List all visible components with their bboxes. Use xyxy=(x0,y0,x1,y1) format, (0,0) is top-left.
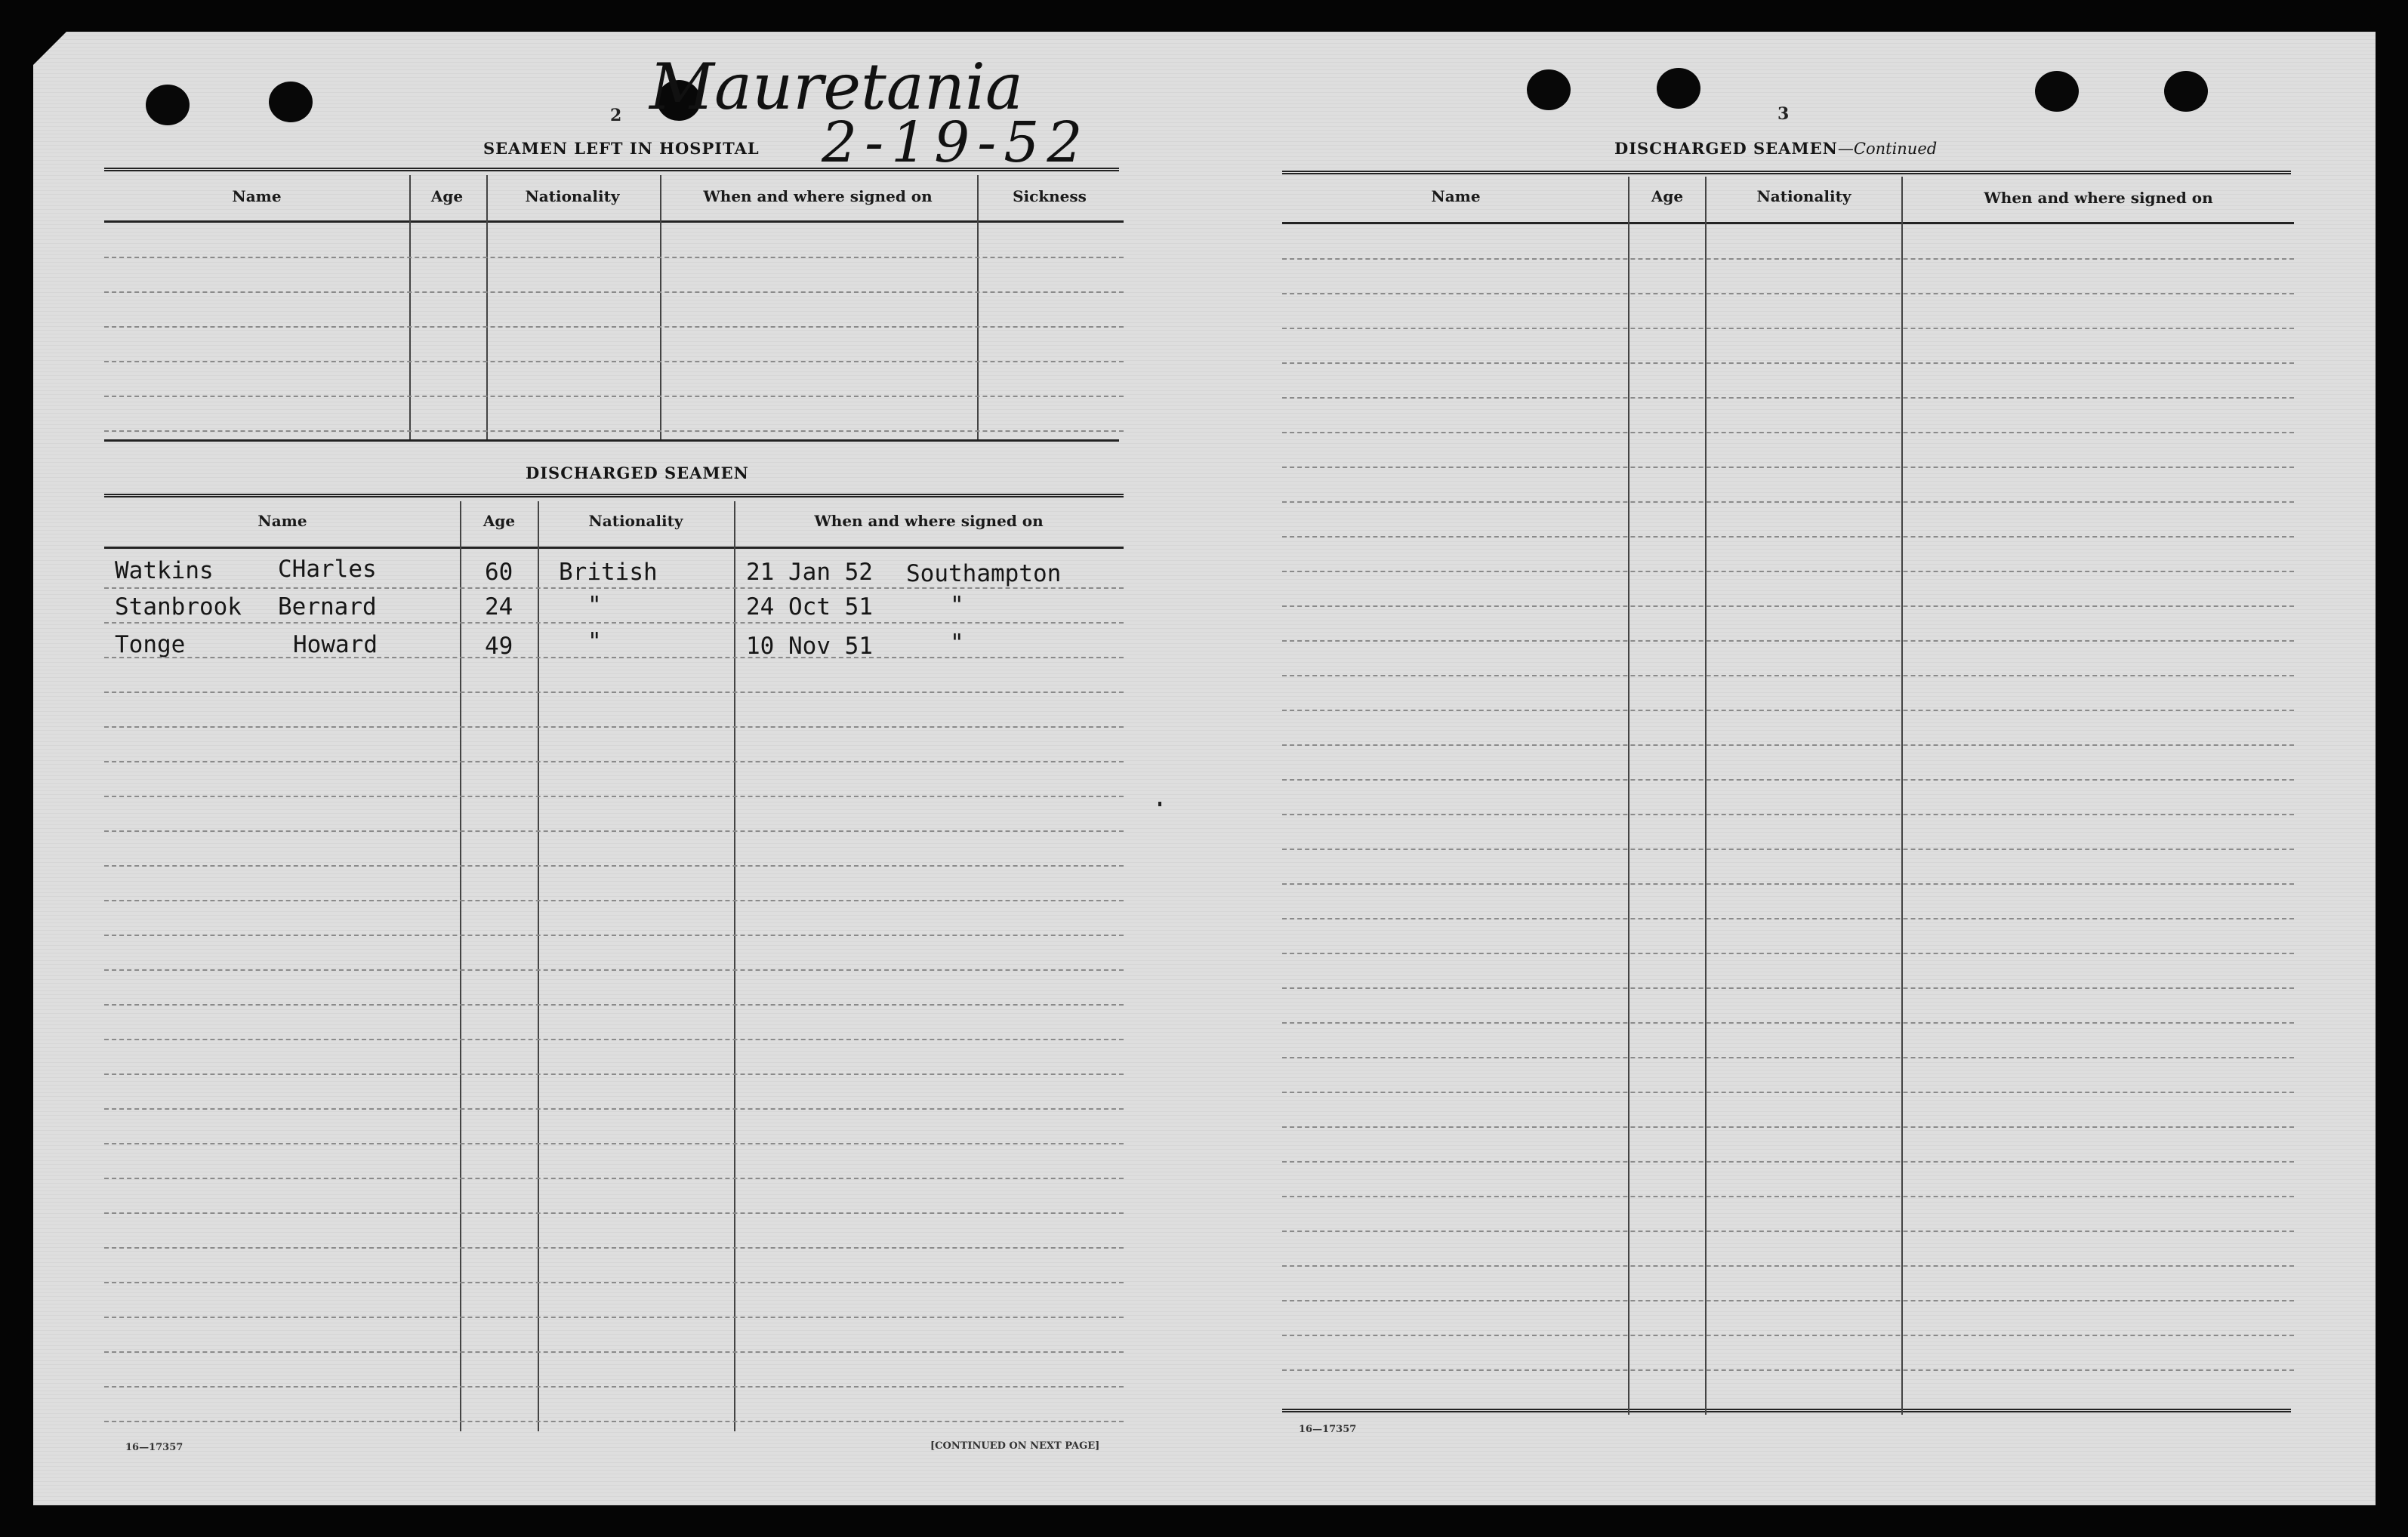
hospital-bottom-rule xyxy=(104,439,1119,442)
page-number: 3 xyxy=(1777,104,1790,124)
right-top-rule xyxy=(1282,171,2291,176)
ruled-line xyxy=(1282,1022,2294,1024)
ruled-line xyxy=(104,622,1124,624)
ruled-line xyxy=(1282,1300,2294,1301)
ruled-line xyxy=(1282,710,2294,711)
continued-note: [CONTINUED ON NEXT PAGE] xyxy=(930,1440,1100,1452)
row-3-date: 10 Nov 51 xyxy=(746,633,873,660)
ruled-line xyxy=(104,1247,1124,1249)
ruled-line xyxy=(104,291,1124,293)
ruled-line xyxy=(1282,883,2294,885)
ruled-line xyxy=(104,257,1124,258)
continued-suffix: —Continued xyxy=(1837,140,1938,158)
hospital-column-divider xyxy=(486,175,488,439)
row-1-place: Southampton xyxy=(906,560,1062,587)
ruled-line xyxy=(104,865,1124,867)
discharged-header-nationality: Nationality xyxy=(588,512,683,530)
ruled-line xyxy=(104,1317,1124,1318)
ruled-line xyxy=(1282,1196,2294,1197)
discharged-top-rule xyxy=(104,494,1124,499)
ruled-line xyxy=(104,726,1124,728)
ruled-line xyxy=(104,935,1124,936)
ruled-line xyxy=(104,1421,1124,1422)
ruled-line xyxy=(1282,1335,2294,1336)
ruled-line xyxy=(1282,779,2294,781)
ruled-line xyxy=(104,1282,1124,1283)
ruled-line xyxy=(1282,918,2294,919)
discharged-header-age: Age xyxy=(483,512,516,530)
ruled-line xyxy=(1282,953,2294,954)
row-2-age: 24 xyxy=(485,593,513,621)
discharged-section-title: DISCHARGED SEAMEN xyxy=(526,464,749,482)
row-3-given-name: Howard xyxy=(293,631,378,658)
discharged-continued-title xyxy=(1614,139,1937,158)
ruled-line xyxy=(1282,1265,2294,1267)
hospital-header-signed-on: When and where signed on xyxy=(703,187,933,205)
ruled-line xyxy=(1282,744,2294,746)
ruled-line xyxy=(104,1143,1124,1144)
row-1-nationality: British xyxy=(559,559,658,586)
punch-hole xyxy=(2164,71,2208,112)
row-3-nationality: " xyxy=(587,628,602,655)
ruled-line xyxy=(104,1178,1124,1179)
ruled-line xyxy=(1282,1092,2294,1093)
hospital-header-nationality: Nationality xyxy=(525,187,620,205)
ruled-line xyxy=(1282,571,2294,572)
ruled-line xyxy=(1282,849,2294,850)
row-3-surname: Tonge xyxy=(115,631,186,658)
ruled-line xyxy=(1282,432,2294,433)
hospital-section-title: SEAMEN LEFT IN HOSPITAL xyxy=(483,139,760,158)
ruled-line xyxy=(1282,293,2294,294)
punch-hole xyxy=(146,85,190,125)
right-header-signed-on: When and where signed on xyxy=(1984,189,2213,207)
right-bottom-rule xyxy=(1282,1409,2291,1414)
handwritten-date: 2-19-52 xyxy=(822,110,1090,175)
ruled-line xyxy=(104,691,1124,693)
row-3-place: " xyxy=(950,630,964,657)
ruled-line xyxy=(104,1039,1124,1040)
right-header-rule xyxy=(1282,222,2294,224)
discharged-header-rule xyxy=(104,547,1124,549)
ruled-line xyxy=(1282,605,2294,607)
row-1-surname: Watkins xyxy=(115,557,214,584)
row-2-nationality: " xyxy=(587,592,602,619)
manifest-sheet xyxy=(33,32,2376,1505)
ruled-line xyxy=(1282,467,2294,468)
ruled-line xyxy=(104,1073,1124,1075)
hospital-header-age: Age xyxy=(430,187,464,205)
ruled-line xyxy=(1282,1369,2294,1371)
ruled-line xyxy=(1282,987,2294,989)
right-header-name: Name xyxy=(1431,187,1481,205)
ruled-line xyxy=(1282,1126,2294,1128)
ruled-line xyxy=(104,1386,1124,1388)
row-3-age: 49 xyxy=(485,633,513,660)
ruled-line xyxy=(1282,536,2294,537)
punch-hole xyxy=(269,82,313,122)
ruled-line xyxy=(104,1108,1124,1110)
ruled-line xyxy=(104,430,1124,432)
row-2-place: " xyxy=(950,592,964,619)
ruled-line xyxy=(104,830,1124,832)
hospital-top-rule xyxy=(104,168,1119,173)
ruled-line xyxy=(104,1212,1124,1214)
ruled-line xyxy=(104,900,1124,901)
row-2-date: 24 Oct 51 xyxy=(746,593,873,621)
ink-speck xyxy=(1158,802,1161,806)
ruled-line xyxy=(1282,397,2294,399)
right-header-nationality: Nationality xyxy=(1756,187,1851,205)
ruled-line xyxy=(104,969,1124,971)
hospital-header-name: Name xyxy=(232,187,282,205)
punch-hole xyxy=(1657,68,1700,109)
ruled-line xyxy=(1282,328,2294,329)
ruled-line xyxy=(104,657,1124,658)
discharged-continued-title-text: DISCHARGED SEAMEN xyxy=(1614,139,1838,158)
hospital-column-divider xyxy=(660,175,661,439)
right-header-age: Age xyxy=(1651,187,1684,205)
page-number: 2 xyxy=(610,106,622,125)
hospital-column-divider xyxy=(409,175,411,439)
ruled-line xyxy=(1282,814,2294,815)
ruled-line xyxy=(1282,640,2294,642)
discharged-header-name: Name xyxy=(257,512,307,530)
ruled-line xyxy=(104,326,1124,328)
ruled-line xyxy=(104,1004,1124,1006)
punch-hole xyxy=(1527,69,1571,110)
discharged-column-divider xyxy=(538,501,539,1431)
ruled-line xyxy=(1282,1161,2294,1163)
discharged-column-divider xyxy=(734,501,735,1431)
handwritten-ship-name: Mauretania xyxy=(649,50,1023,124)
form-number: 16—17357 xyxy=(1299,1424,1357,1435)
row-1-age: 60 xyxy=(485,559,513,586)
ruled-line xyxy=(1282,1057,2294,1058)
ruled-line xyxy=(104,361,1124,362)
hospital-header-rule xyxy=(104,220,1124,223)
ruled-line xyxy=(104,761,1124,762)
ruled-line xyxy=(104,796,1124,797)
form-number: 16—17357 xyxy=(125,1442,183,1453)
row-2-given-name: Bernard xyxy=(278,593,377,621)
ruled-line xyxy=(1282,675,2294,676)
ruled-line xyxy=(104,587,1124,589)
ruled-line xyxy=(104,396,1124,397)
hospital-column-divider xyxy=(977,175,979,439)
row-1-date: 21 Jan 52 xyxy=(746,559,873,586)
folded-corner xyxy=(33,32,66,65)
ruled-line xyxy=(1282,258,2294,260)
discharged-header-signed-on: When and where signed on xyxy=(814,512,1044,530)
ruled-line xyxy=(1282,501,2294,503)
row-1-given-name: CHarles xyxy=(278,556,377,583)
punch-hole xyxy=(2035,71,2079,112)
ruled-line xyxy=(1282,1231,2294,1232)
row-2-surname: Stanbrook xyxy=(115,593,242,621)
ruled-line xyxy=(104,1351,1124,1353)
hospital-header-sickness: Sickness xyxy=(1013,187,1087,205)
discharged-column-divider xyxy=(460,501,461,1431)
ruled-line xyxy=(1282,362,2294,364)
